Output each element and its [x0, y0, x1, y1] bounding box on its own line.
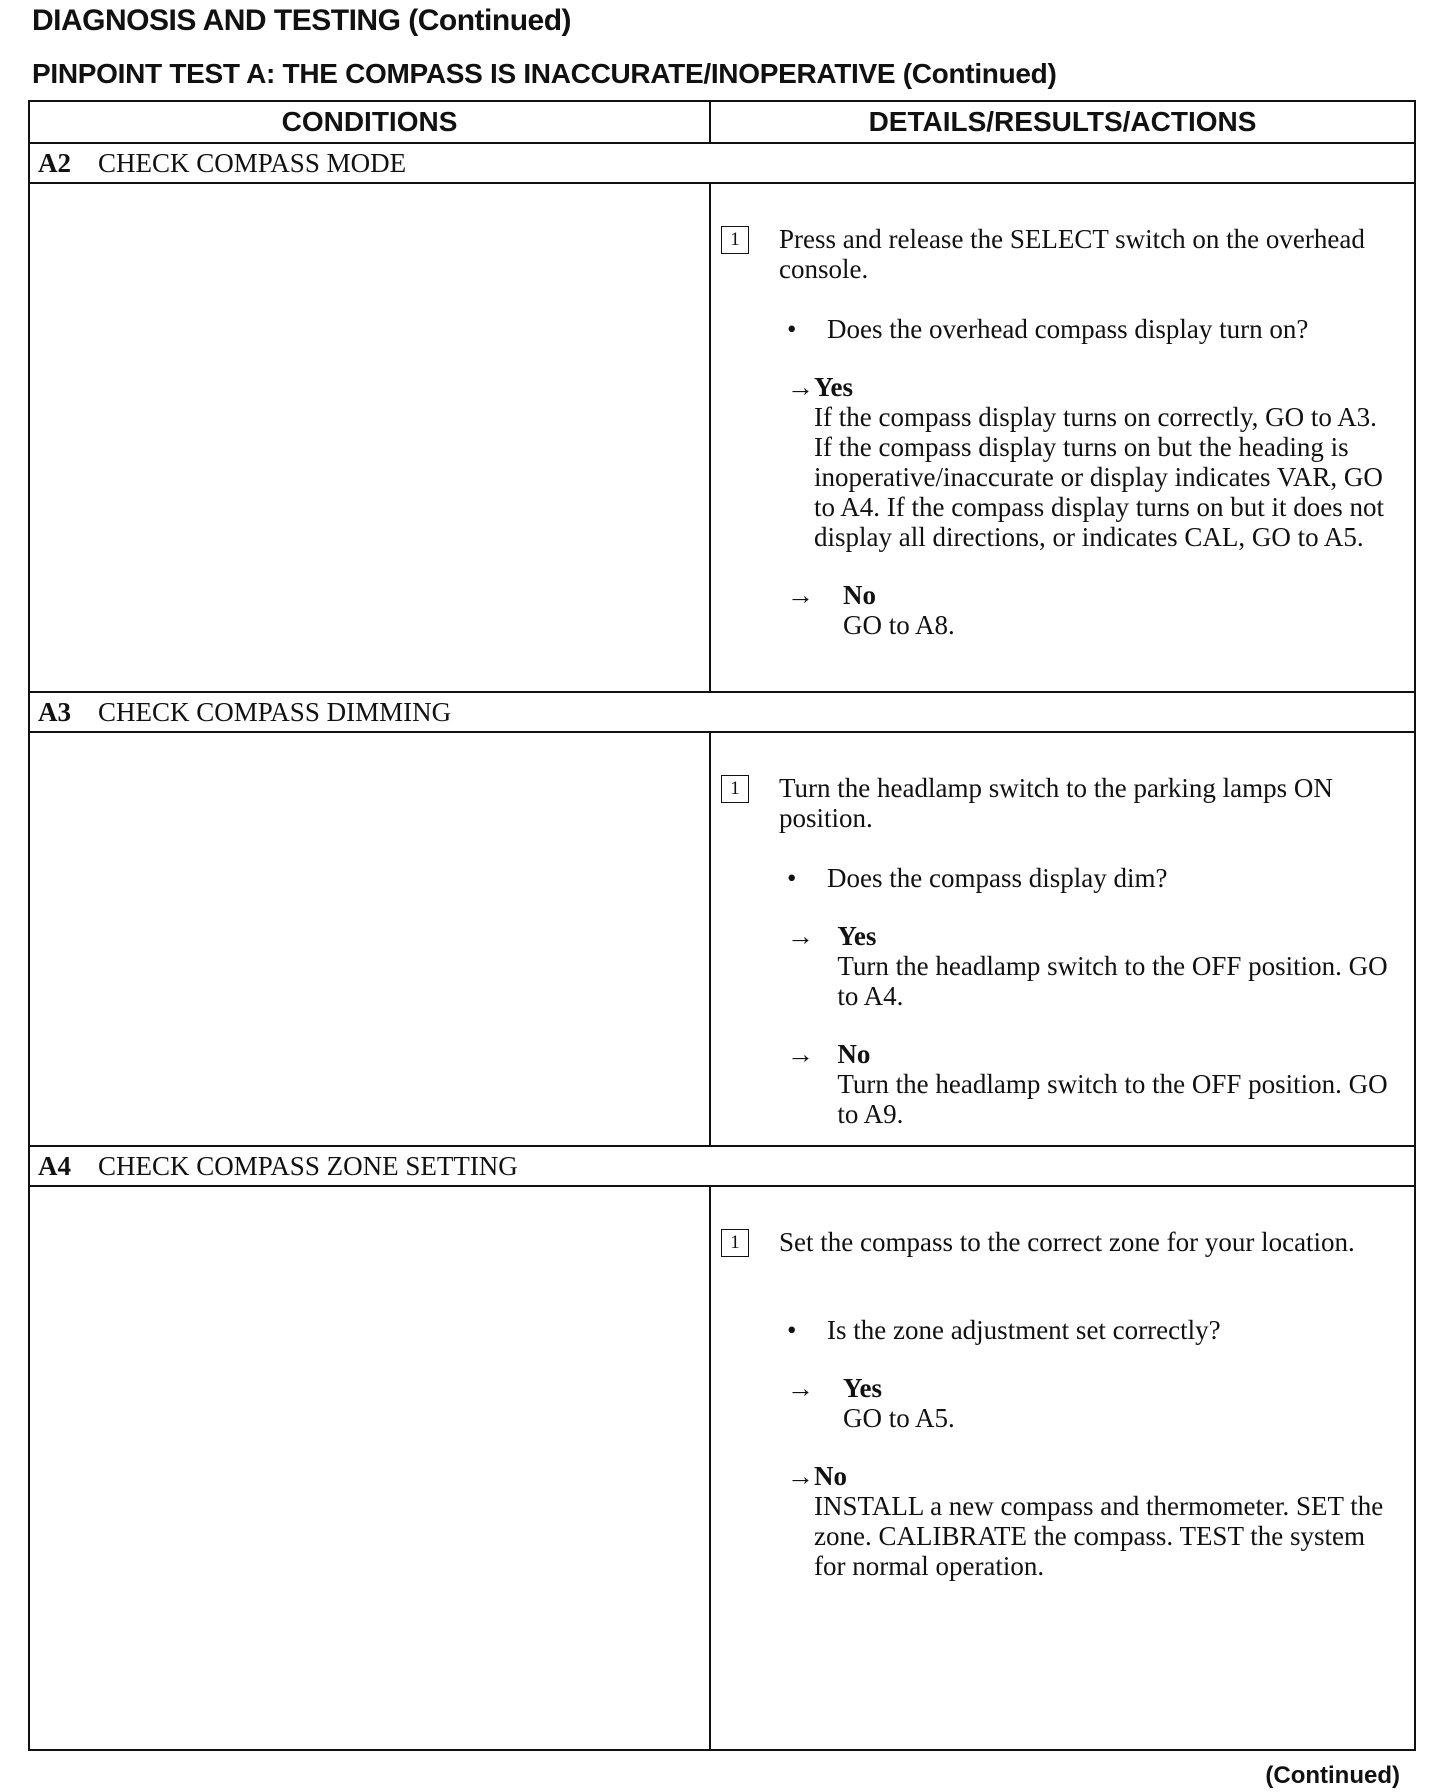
step-number-box: 1: [721, 226, 749, 254]
section-body-a3: [30, 733, 1414, 1147]
question: [721, 314, 1398, 344]
continued-footer: (Continued): [1265, 1762, 1400, 1789]
bullet-icon: •: [787, 314, 797, 344]
section-id: A2: [38, 147, 71, 178]
step-text: Press and release the SELECT switch on the overhead console.: [779, 224, 1365, 284]
bullet-icon: •: [787, 1315, 797, 1345]
step-text: Turn the headlamp switch to the parking lamps ON position.: [779, 773, 1333, 833]
conditions-cell: [30, 184, 711, 691]
table-column-headers: [30, 102, 1414, 144]
answer-text: Turn the headlamp switch to the OFF position. GO to A9.: [837, 1069, 1388, 1129]
details-cell: [711, 733, 1414, 1145]
arrow-icon: →: [787, 372, 814, 402]
question-text: Does the overhead compass display turn on?: [827, 314, 1309, 344]
section-header-a2: [30, 144, 1414, 184]
section-body-a4: [30, 1187, 1414, 1749]
details-cell: [711, 184, 1414, 691]
question: [721, 1315, 1398, 1345]
section-header-a4: [30, 1147, 1414, 1187]
section-id: A4: [38, 1150, 71, 1181]
conditions-cell: [30, 1187, 711, 1749]
pinpoint-test-table: [28, 100, 1416, 1751]
arrow-icon: →: [787, 1373, 814, 1403]
answer-no: [721, 1461, 1398, 1581]
answer-yes: [721, 372, 1398, 552]
section-body-a2: [30, 184, 1414, 693]
answer-yes: [721, 921, 1398, 1011]
arrow-icon: →: [787, 1461, 814, 1491]
answer-text: INSTALL a new compass and thermometer. SET the zone. CALIBRATE the compass. TEST the system for normal operation.: [814, 1491, 1384, 1581]
step-text: Set the compass to the correct zone for your location.: [779, 1227, 1355, 1257]
answer-text: GO to A5.: [843, 1403, 955, 1433]
arrow-icon: →: [787, 921, 814, 951]
pinpoint-test-title: PINPOINT TEST A: THE COMPASS IS INACCURATE/INOPERATIVE (Continued): [32, 58, 1057, 89]
section-header-a3: [30, 693, 1414, 733]
conditions-column-header: CONDITIONS: [30, 102, 711, 142]
answer-label: No: [837, 1039, 871, 1069]
answer-text: If the compass display turns on correctly, GO to A3. If the compass display turns on but the heading is inoperative/inaccurate or display indicates VAR, GO to A4. If the compass display turns on but it does not display all directions, or indicates CAL, GO to A5.: [814, 402, 1384, 552]
step: [721, 773, 1398, 833]
section-title: CHECK COMPASS MODE: [98, 147, 407, 178]
section-title: CHECK COMPASS ZONE SETTING: [98, 1150, 518, 1181]
question-text: Does the compass display dim?: [827, 863, 1168, 893]
arrow-icon: →: [787, 1039, 814, 1069]
answer-text: GO to A8.: [843, 610, 955, 640]
bullet-icon: •: [787, 863, 797, 893]
answer-label: Yes: [814, 372, 853, 402]
section-title: CHECK COMPASS DIMMING: [98, 696, 452, 727]
step: [721, 1227, 1398, 1257]
answer-label: No: [843, 580, 876, 610]
question-text: Is the zone adjustment set correctly?: [827, 1315, 1221, 1345]
answer-label: Yes: [843, 1373, 882, 1403]
arrow-icon: →: [787, 580, 814, 610]
answer-yes: [721, 1373, 1398, 1433]
question: [721, 863, 1398, 893]
answer-no: [721, 1039, 1398, 1129]
step: [721, 224, 1398, 284]
answer-label: No: [814, 1461, 847, 1491]
step-number-box: 1: [721, 775, 749, 803]
answer-no: [721, 580, 1398, 640]
answer-label: Yes: [837, 921, 877, 951]
details-column-header: DETAILS/RESULTS/ACTIONS: [868, 106, 1257, 137]
conditions-cell: [30, 733, 711, 1145]
details-cell: [711, 1187, 1414, 1749]
section-id: A3: [38, 696, 71, 727]
step-number-box: 1: [721, 1229, 749, 1257]
page-header-title: DIAGNOSIS AND TESTING (Continued): [32, 4, 572, 37]
answer-text: Turn the headlamp switch to the OFF position. GO to A4.: [837, 951, 1388, 1011]
